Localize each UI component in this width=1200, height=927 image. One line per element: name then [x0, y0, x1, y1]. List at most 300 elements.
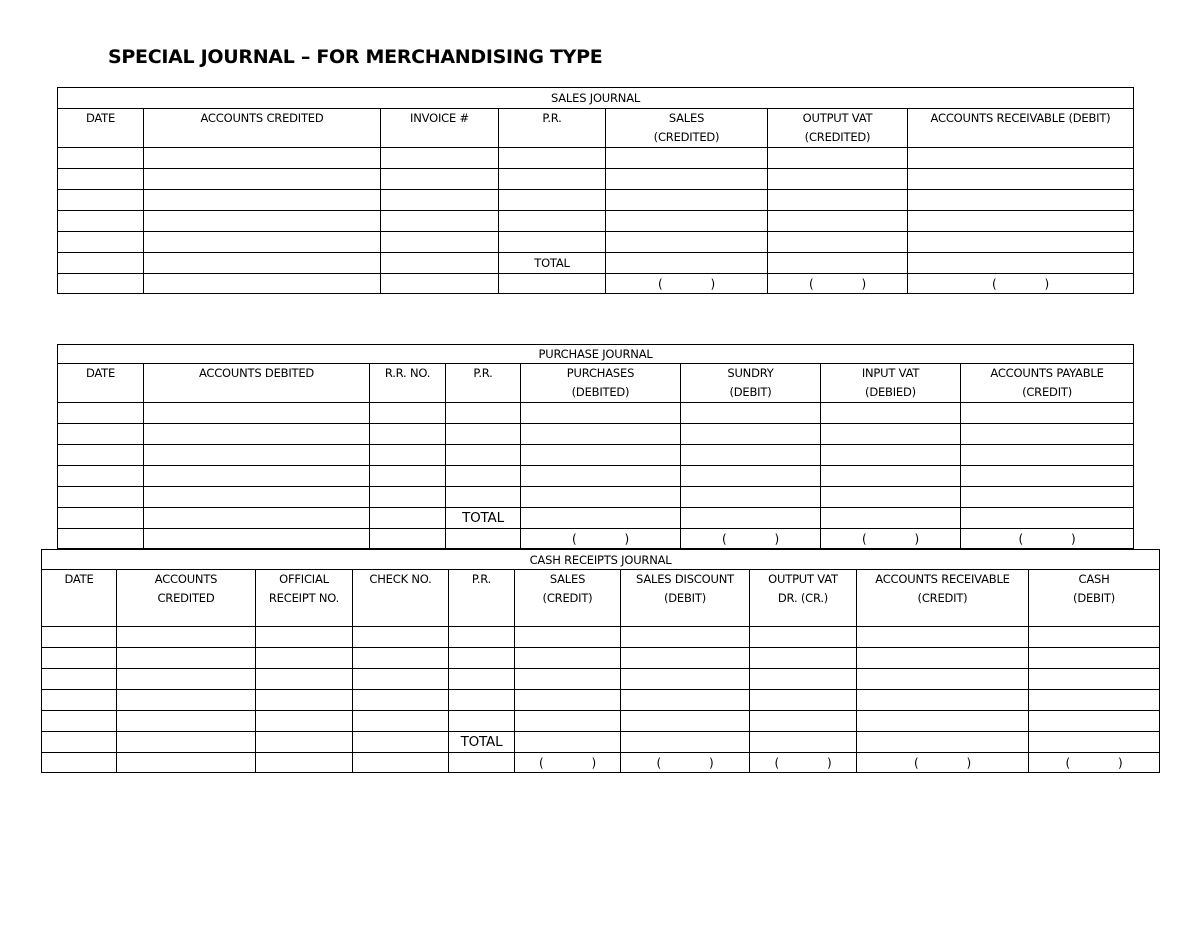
column-header-line: DATE: [85, 366, 116, 380]
entry-cell[interactable]: [144, 445, 370, 466]
close-paren: ): [774, 531, 779, 546]
entry-cell[interactable]: [449, 627, 515, 648]
entry-cell[interactable]: [750, 669, 857, 690]
column-header-line: ACCOUNTS: [154, 572, 218, 586]
entry-cell[interactable]: [256, 711, 353, 732]
sales-column-header: [381, 109, 499, 148]
entry-cell[interactable]: [821, 424, 961, 445]
entry-cell[interactable]: [521, 403, 681, 424]
entry-cell[interactable]: [117, 711, 256, 732]
entry-cell[interactable]: [42, 669, 117, 690]
entry-cell[interactable]: [499, 211, 606, 232]
open-paren: (: [774, 755, 779, 770]
close-paren: ): [966, 755, 971, 770]
close-paren: ): [591, 755, 596, 770]
page-title: SPECIAL JOURNAL – FOR MERCHANDISING TYPE: [108, 46, 603, 68]
entry-cell[interactable]: [821, 403, 961, 424]
entry-cell[interactable]: [449, 669, 515, 690]
paren-pair: [1029, 754, 1159, 772]
entry-cell[interactable]: [681, 424, 821, 445]
table-row: [42, 627, 1160, 648]
entry-cell[interactable]: [821, 487, 961, 508]
entry-cell[interactable]: [606, 253, 768, 274]
column-header-line: (CREDITED): [653, 130, 720, 144]
entry-cell[interactable]: [606, 169, 768, 190]
entry-cell[interactable]: [768, 253, 908, 274]
entry-cell[interactable]: [117, 753, 256, 773]
total-label: TOTAL: [499, 253, 606, 274]
column-header-line: DATE: [64, 572, 94, 586]
purchase-column-header: [821, 364, 961, 403]
table-row: [42, 690, 1160, 711]
entry-cell[interactable]: [58, 253, 144, 274]
table-row: [58, 445, 1134, 466]
entry-cell[interactable]: [381, 211, 499, 232]
entry-cell[interactable]: [381, 169, 499, 190]
entry-cell[interactable]: [370, 529, 446, 549]
entry-cell[interactable]: [256, 627, 353, 648]
entry-cell[interactable]: [821, 445, 961, 466]
amount-paren-cell[interactable]: [1029, 753, 1160, 773]
cash-receipts-journal-header-row: [42, 570, 1160, 627]
entry-cell[interactable]: [1029, 669, 1160, 690]
open-paren: (: [862, 531, 867, 546]
column-header-line: ACCOUNTS PAYABLE: [990, 366, 1104, 380]
entry-cell[interactable]: [961, 466, 1134, 487]
purchase-column-header: [446, 364, 521, 403]
entry-cell[interactable]: [621, 690, 750, 711]
entry-cell[interactable]: [1029, 690, 1160, 711]
entry-cell[interactable]: [750, 648, 857, 669]
entry-cell[interactable]: [449, 711, 515, 732]
entry-cell[interactable]: [144, 424, 370, 445]
entry-cell[interactable]: [256, 753, 353, 773]
total-row: [42, 732, 1160, 753]
cash-column-header: [515, 570, 621, 627]
total-row: [58, 253, 1134, 274]
column-header-line: CHECK NO.: [369, 572, 432, 586]
column-header-line: ACCOUNTS RECEIVABLE (DEBIT): [930, 111, 1111, 125]
paren-pair: [606, 275, 767, 293]
entry-cell[interactable]: [58, 148, 144, 169]
entry-cell[interactable]: [768, 190, 908, 211]
entry-cell[interactable]: [521, 445, 681, 466]
entry-cell[interactable]: [370, 487, 446, 508]
table-row: [58, 169, 1134, 190]
entry-cell[interactable]: [381, 148, 499, 169]
amount-paren-cell[interactable]: [521, 529, 681, 549]
entry-cell[interactable]: [961, 445, 1134, 466]
close-paren: ): [710, 276, 715, 291]
entry-cell[interactable]: [370, 403, 446, 424]
paren-pair: [621, 754, 749, 772]
column-header-line: PURCHASES: [566, 366, 635, 380]
entry-cell[interactable]: [42, 711, 117, 732]
sales-column-header: [908, 109, 1134, 148]
table-row: [58, 211, 1134, 232]
entry-cell[interactable]: [42, 648, 117, 669]
entry-cell[interactable]: [1029, 732, 1160, 753]
amount-paren-cell[interactable]: [515, 753, 621, 773]
entry-cell[interactable]: [768, 211, 908, 232]
entry-cell[interactable]: [256, 669, 353, 690]
column-header-line: CASH: [1078, 572, 1110, 586]
column-header-line: CREDITED: [157, 591, 215, 605]
amount-paren-cell[interactable]: [621, 753, 750, 773]
entry-cell[interactable]: [621, 732, 750, 753]
entry-cell[interactable]: [58, 529, 144, 549]
entry-cell[interactable]: [1029, 627, 1160, 648]
entry-cell[interactable]: [449, 690, 515, 711]
amount-paren-cell[interactable]: [750, 753, 857, 773]
column-header-line: OFFICIAL: [279, 572, 329, 586]
entry-cell[interactable]: [353, 627, 449, 648]
cash-column-header: [117, 570, 256, 627]
entry-cell[interactable]: [144, 190, 381, 211]
entry-cell[interactable]: [681, 445, 821, 466]
purchase-column-header: [58, 364, 144, 403]
entry-cell[interactable]: [621, 648, 750, 669]
entry-cell[interactable]: [42, 753, 117, 773]
column-header-line: ACCOUNTS CREDITED: [200, 111, 324, 125]
column-header-line: OUTPUT VAT: [802, 111, 873, 125]
entry-cell[interactable]: [961, 403, 1134, 424]
total-label: TOTAL: [449, 732, 515, 753]
entry-cell[interactable]: [117, 648, 256, 669]
close-paren: ): [861, 276, 866, 291]
entry-cell[interactable]: [144, 211, 381, 232]
column-header-line: SALES DISCOUNT: [636, 572, 734, 586]
amount-paren-row: [42, 753, 1160, 773]
amount-paren-cell[interactable]: [768, 274, 908, 294]
entry-cell[interactable]: [144, 529, 370, 549]
sales-column-header: [499, 109, 606, 148]
entry-cell[interactable]: [908, 232, 1134, 253]
entry-cell[interactable]: [768, 169, 908, 190]
entry-cell[interactable]: [515, 690, 621, 711]
entry-cell[interactable]: [42, 732, 117, 753]
entry-cell[interactable]: [621, 711, 750, 732]
table-row: [58, 148, 1134, 169]
entry-cell[interactable]: [681, 403, 821, 424]
entry-cell[interactable]: [256, 690, 353, 711]
entry-cell[interactable]: [381, 232, 499, 253]
entry-cell[interactable]: [606, 211, 768, 232]
sales-journal-header-row: [58, 109, 1134, 148]
purchase-journal-header-row: [58, 364, 1134, 403]
column-header-line: (DEBIT): [663, 591, 706, 605]
entry-cell[interactable]: [515, 627, 621, 648]
close-paren: ): [709, 755, 714, 770]
entry-cell[interactable]: [144, 403, 370, 424]
open-paren: (: [572, 531, 577, 546]
entry-cell[interactable]: [499, 190, 606, 211]
entry-cell[interactable]: [58, 190, 144, 211]
entry-cell[interactable]: [256, 732, 353, 753]
sales-journal-title: SALES JOURNAL: [58, 88, 1134, 109]
entry-cell[interactable]: [499, 274, 606, 294]
entry-cell[interactable]: [58, 274, 144, 294]
entry-cell[interactable]: [58, 169, 144, 190]
entry-cell[interactable]: [370, 466, 446, 487]
entry-cell[interactable]: [144, 508, 370, 529]
purchase-journal-table: [57, 344, 1134, 549]
entry-cell[interactable]: [857, 627, 1029, 648]
close-paren: ): [1071, 531, 1076, 546]
table-row: [58, 466, 1134, 487]
sales-column-header: [58, 109, 144, 148]
purchase-column-header: [681, 364, 821, 403]
entry-cell[interactable]: [381, 253, 499, 274]
entry-cell[interactable]: [750, 711, 857, 732]
entry-cell[interactable]: [621, 627, 750, 648]
column-header-line: (CREDITED): [804, 130, 871, 144]
column-header-line: P.R.: [473, 366, 493, 380]
purchase-column-header: [144, 364, 370, 403]
entry-cell[interactable]: [821, 508, 961, 529]
column-header-line: (CREDIT): [1022, 385, 1072, 399]
open-paren: (: [809, 276, 814, 291]
column-header-line: DATE: [85, 111, 116, 125]
cash-receipts-journal-title: CASH RECEIPTS JOURNAL: [42, 550, 1160, 570]
entry-cell[interactable]: [446, 529, 521, 549]
table-row: [58, 424, 1134, 445]
close-paren: ): [827, 755, 832, 770]
sales-column-header: [144, 109, 381, 148]
entry-cell[interactable]: [681, 508, 821, 529]
cash-column-header: [449, 570, 515, 627]
amount-paren-cell[interactable]: [908, 274, 1134, 294]
column-header-line: OUTPUT VAT: [768, 572, 838, 586]
entry-cell[interactable]: [908, 190, 1134, 211]
purchase-journal-title: PURCHASE JOURNAL: [58, 345, 1134, 364]
cash-column-header: [256, 570, 353, 627]
entry-cell[interactable]: [908, 148, 1134, 169]
entry-cell[interactable]: [768, 232, 908, 253]
entry-cell[interactable]: [353, 753, 449, 773]
purchase-column-header: [521, 364, 681, 403]
entry-cell[interactable]: [606, 190, 768, 211]
entry-cell[interactable]: [515, 732, 621, 753]
entry-cell[interactable]: [768, 148, 908, 169]
amount-paren-cell[interactable]: [681, 529, 821, 549]
entry-cell[interactable]: [446, 445, 521, 466]
paren-pair: [857, 754, 1028, 772]
entry-cell[interactable]: [144, 487, 370, 508]
entry-cell[interactable]: [58, 424, 144, 445]
cash-receipts-journal-table: [41, 549, 1160, 773]
entry-cell[interactable]: [515, 648, 621, 669]
paren-pair: [768, 275, 907, 293]
entry-cell[interactable]: [515, 669, 621, 690]
entry-cell[interactable]: [353, 648, 449, 669]
entry-cell[interactable]: [857, 648, 1029, 669]
entry-cell[interactable]: [521, 487, 681, 508]
cash-column-header: [857, 570, 1029, 627]
column-header-line: INVOICE #: [410, 111, 469, 125]
paren-pair: [750, 754, 856, 772]
entry-cell[interactable]: [857, 711, 1029, 732]
close-paren: ): [1044, 276, 1049, 291]
entry-cell[interactable]: [1029, 711, 1160, 732]
entry-cell[interactable]: [370, 508, 446, 529]
sales-journal-table: [57, 87, 1134, 294]
entry-cell[interactable]: [381, 190, 499, 211]
column-header-line: DR. (CR.): [777, 591, 829, 605]
entry-cell[interactable]: [144, 274, 381, 294]
entry-cell[interactable]: [750, 732, 857, 753]
table-row: [58, 232, 1134, 253]
entry-cell[interactable]: [58, 232, 144, 253]
column-header-line: R.R. NO.: [384, 366, 431, 380]
entry-cell[interactable]: [908, 211, 1134, 232]
entry-cell[interactable]: [58, 487, 144, 508]
entry-cell[interactable]: [58, 445, 144, 466]
entry-cell[interactable]: [908, 253, 1134, 274]
column-header-line: P.R.: [542, 111, 562, 125]
entry-cell[interactable]: [606, 232, 768, 253]
entry-cell[interactable]: [499, 232, 606, 253]
column-header-line: P.R.: [471, 572, 492, 586]
purchase-column-header: [370, 364, 446, 403]
entry-cell[interactable]: [446, 424, 521, 445]
column-header-line: (DEBITED): [571, 385, 630, 399]
entry-cell[interactable]: [857, 732, 1029, 753]
entry-cell[interactable]: [521, 424, 681, 445]
entry-cell[interactable]: [446, 403, 521, 424]
entry-cell[interactable]: [42, 627, 117, 648]
open-paren: (: [992, 276, 997, 291]
close-paren: ): [914, 531, 919, 546]
paren-pair: [961, 530, 1133, 548]
entry-cell[interactable]: [750, 627, 857, 648]
entry-cell[interactable]: [144, 148, 381, 169]
entry-cell[interactable]: [521, 466, 681, 487]
paren-pair: [681, 530, 820, 548]
entry-cell[interactable]: [499, 148, 606, 169]
entry-cell[interactable]: [256, 648, 353, 669]
table-row: [42, 711, 1160, 732]
entry-cell[interactable]: [58, 508, 144, 529]
entry-cell[interactable]: [681, 466, 821, 487]
table-row: [58, 403, 1134, 424]
open-paren: (: [722, 531, 727, 546]
column-header-line: ACCOUNTS DEBITED: [198, 366, 315, 380]
entry-cell[interactable]: [117, 690, 256, 711]
entry-cell[interactable]: [353, 690, 449, 711]
entry-cell[interactable]: [353, 711, 449, 732]
table-row: [58, 487, 1134, 508]
total-label: TOTAL: [446, 508, 521, 529]
cash-column-header: [621, 570, 750, 627]
entry-cell[interactable]: [961, 508, 1134, 529]
entry-cell[interactable]: [521, 508, 681, 529]
entry-cell[interactable]: [117, 627, 256, 648]
entry-cell[interactable]: [750, 690, 857, 711]
entry-cell[interactable]: [353, 669, 449, 690]
column-header-line: INPUT VAT: [861, 366, 920, 380]
entry-cell[interactable]: [499, 169, 606, 190]
cash-column-header: [1029, 570, 1160, 627]
entry-cell[interactable]: [1029, 648, 1160, 669]
entry-cell[interactable]: [117, 669, 256, 690]
entry-cell[interactable]: [370, 424, 446, 445]
column-header-line: (DEBIED): [865, 385, 916, 399]
column-header-line: ACCOUNTS RECEIVABLE: [875, 572, 1010, 586]
purchase-column-header: [961, 364, 1134, 403]
amount-paren-cell[interactable]: [857, 753, 1029, 773]
open-paren: (: [1065, 755, 1071, 770]
entry-cell[interactable]: [446, 487, 521, 508]
paren-pair: [521, 530, 680, 548]
table-row: [42, 669, 1160, 690]
paren-pair: [821, 530, 960, 548]
paren-pair: [515, 754, 620, 772]
entry-cell[interactable]: [144, 466, 370, 487]
column-header-line: (DEBIT): [729, 385, 772, 399]
column-header-line: SALES: [549, 572, 586, 586]
amount-paren-cell[interactable]: [606, 274, 768, 294]
open-paren: (: [914, 755, 919, 770]
entry-cell[interactable]: [515, 711, 621, 732]
column-header-line: (CREDIT): [542, 591, 593, 605]
column-header-line: RECEIPT NO.: [268, 591, 340, 605]
open-paren: (: [658, 276, 663, 291]
entry-cell[interactable]: [144, 253, 381, 274]
paren-pair: [908, 275, 1133, 293]
entry-cell[interactable]: [961, 424, 1134, 445]
cash-column-header: [353, 570, 449, 627]
column-header-line: (CREDIT): [917, 591, 968, 605]
close-paren: ): [624, 531, 629, 546]
column-header-line: SUNDRY: [727, 366, 774, 380]
amount-paren-cell[interactable]: [961, 529, 1134, 549]
entry-cell[interactable]: [42, 690, 117, 711]
open-paren: (: [539, 755, 544, 770]
entry-cell[interactable]: [117, 732, 256, 753]
entry-cell[interactable]: [857, 669, 1029, 690]
entry-cell[interactable]: [961, 487, 1134, 508]
entry-cell[interactable]: [857, 690, 1029, 711]
entry-cell[interactable]: [606, 148, 768, 169]
entry-cell[interactable]: [353, 732, 449, 753]
amount-paren-cell[interactable]: [821, 529, 961, 549]
entry-cell[interactable]: [821, 466, 961, 487]
entry-cell[interactable]: [370, 445, 446, 466]
entry-cell[interactable]: [908, 169, 1134, 190]
entry-cell[interactable]: [449, 753, 515, 773]
column-header-line: SALES: [668, 111, 705, 125]
entry-cell[interactable]: [449, 648, 515, 669]
entry-cell[interactable]: [621, 669, 750, 690]
open-paren: (: [1018, 531, 1024, 546]
table-row: [42, 648, 1160, 669]
entry-cell[interactable]: [381, 274, 499, 294]
total-row: [58, 508, 1134, 529]
amount-paren-row: [58, 529, 1134, 549]
column-header-line: (DEBIT): [1073, 591, 1116, 605]
entry-cell[interactable]: [681, 487, 821, 508]
sales-column-header: [768, 109, 908, 148]
close-paren: ): [1118, 755, 1123, 770]
entry-cell[interactable]: [58, 211, 144, 232]
cash-column-header: [750, 570, 857, 627]
entry-cell[interactable]: [144, 232, 381, 253]
entry-cell[interactable]: [58, 466, 144, 487]
entry-cell[interactable]: [446, 466, 521, 487]
entry-cell[interactable]: [58, 403, 144, 424]
entry-cell[interactable]: [144, 169, 381, 190]
